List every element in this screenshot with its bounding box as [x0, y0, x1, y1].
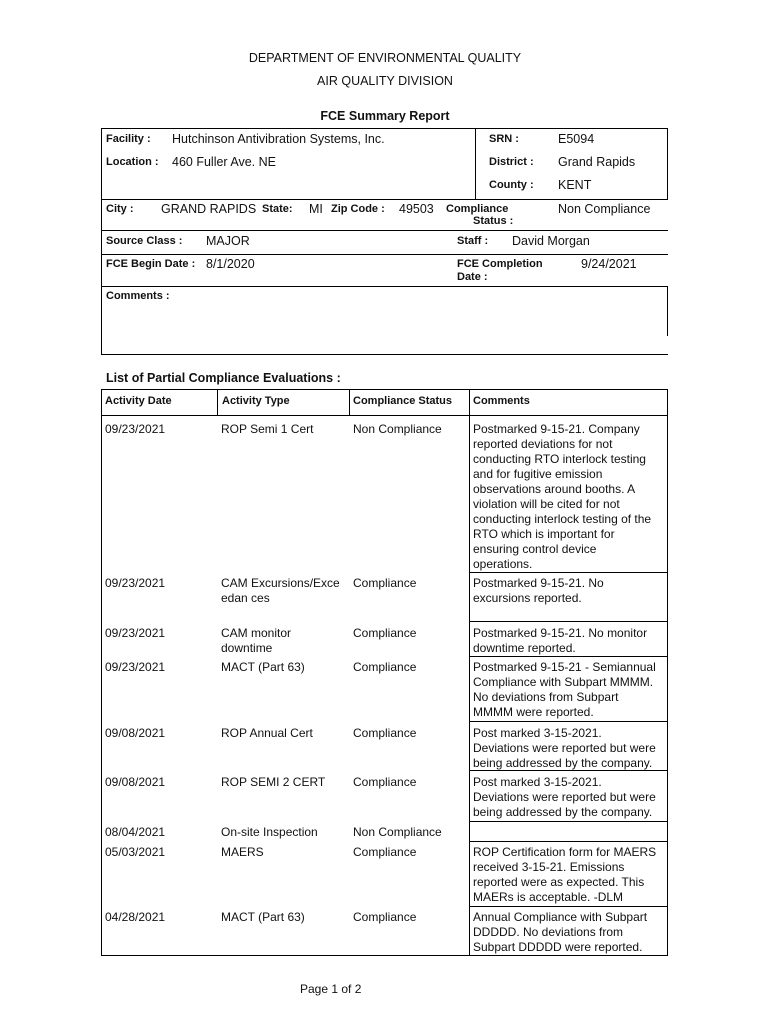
table-top-border — [101, 389, 668, 390]
source-class-value: MAJOR — [206, 234, 250, 248]
compliance-status-value: Non Compliance — [558, 202, 651, 216]
row-type: CAM Excursions/Exceedan ces — [221, 576, 340, 605]
srn-divider — [475, 128, 476, 200]
fce-completion-value: 9/24/2021 — [581, 257, 637, 271]
district-value: Grand Rapids — [558, 155, 636, 169]
table-right-border — [667, 389, 668, 956]
row-type: ROP Semi 1 Cert — [221, 422, 314, 436]
city-label: City : — [106, 203, 134, 215]
row-comment: ROP Certification form for MAERS received 3-15-21. Emissions reported were as expected. This MAERs is acceptable. -DLM — [473, 845, 657, 904]
compliance-label-line1: Compliance — [446, 203, 509, 215]
row-sep — [469, 656, 668, 657]
state-value: MI — [309, 202, 323, 216]
col-header-activity-type: Activity Type — [222, 395, 290, 407]
zip-label: Zip Code : — [331, 203, 385, 215]
row-status: Compliance — [353, 910, 417, 924]
table-header-border — [101, 415, 668, 416]
row-date: 04/28/2021 — [105, 910, 166, 924]
row-comment: Annual Compliance with Subpart DDDDD. No deviations from Subpart DDDDD were reported. — [473, 910, 648, 954]
row-status: Compliance — [353, 775, 417, 789]
row-status: Non Compliance — [353, 422, 442, 436]
row-type: ROP SEMI 2 CERT — [221, 775, 326, 789]
header-divider-2 — [349, 389, 350, 416]
county-value: KENT — [558, 178, 592, 192]
row-date: 09/08/2021 — [105, 775, 166, 789]
row-date: 09/08/2021 — [105, 726, 166, 740]
box-right-border-upper — [667, 128, 668, 200]
fce-begin-label: FCE Begin Date : — [106, 258, 196, 270]
fce-begin-value: 8/1/2020 — [206, 257, 255, 271]
staff-label: Staff : — [457, 235, 489, 247]
row-type: MAERS — [221, 845, 264, 859]
col-header-comments: Comments — [473, 395, 530, 407]
row-date: 05/03/2021 — [105, 845, 166, 859]
facility-value: Hutchinson Antivibration Systems, Inc. — [172, 132, 385, 146]
staff-value: David Morgan — [512, 234, 590, 248]
comments-row-border — [101, 286, 668, 287]
district-label: District : — [489, 156, 534, 168]
row-comment: Post marked 3-15-2021. Deviations were reported but were being addressed by the company. — [473, 726, 656, 770]
srn-value: E5094 — [558, 132, 595, 146]
row-type: CAM monitor downtime — [221, 626, 292, 655]
row-comment: Postmarked 9-15-21. Company reported deviations for not conducting RTO interlock testing and for fugitive emission observations around booths. A violation will be cited for not conducting interlock testing of the RTO which is important for ensuring control device operations. — [473, 422, 652, 571]
comments-column-divider — [469, 389, 470, 956]
row-status: Compliance — [353, 660, 417, 674]
row-status: Compliance — [353, 845, 417, 859]
col-header-activity-date: Activity Date — [105, 395, 172, 407]
box-right-border-lower — [667, 286, 668, 336]
source-row-border — [101, 230, 668, 231]
row-sep — [469, 841, 668, 842]
city-row-border — [101, 199, 668, 200]
division-title: AIR QUALITY DIVISION — [317, 74, 453, 88]
box-top-border — [101, 128, 668, 129]
row-date: 09/23/2021 — [105, 422, 166, 436]
col-header-compliance-status: Compliance Status — [353, 395, 453, 407]
header-divider-1 — [217, 389, 218, 416]
row-status: Non Compliance — [353, 825, 442, 839]
row-type: ROP Annual Cert — [221, 726, 313, 740]
row-date: 09/23/2021 — [105, 660, 166, 674]
county-label: County : — [489, 179, 534, 191]
row-date: 08/04/2021 — [105, 825, 166, 839]
compliance-label-line2: Status : — [473, 215, 514, 227]
pce-list-title: List of Partial Compliance Evaluations : — [106, 371, 341, 385]
row-date: 09/23/2021 — [105, 576, 166, 590]
city-value: GRAND RAPIDS — [161, 202, 257, 216]
row-sep — [469, 572, 668, 573]
report-title: FCE Summary Report — [320, 109, 450, 123]
row-status: Compliance — [353, 576, 417, 590]
location-value: 460 Fuller Ave. NE — [172, 155, 276, 169]
department-title: DEPARTMENT OF ENVIRONMENTAL QUALITY — [248, 51, 522, 65]
row-comment: Postmarked 9-15-21. No monitor downtime reported. — [473, 626, 648, 655]
table-bottom-border — [101, 955, 668, 956]
row-status: Compliance — [353, 626, 417, 640]
zip-value: 49503 — [399, 202, 434, 216]
row-sep — [469, 821, 668, 822]
page-number: Page 1 of 2 — [300, 982, 362, 996]
row-sep — [469, 906, 668, 907]
box-left-border — [101, 128, 102, 355]
comments-label: Comments : — [106, 290, 170, 302]
location-label: Location : — [106, 156, 159, 168]
row-type: MACT (Part 63) — [221, 660, 305, 674]
state-label: State: — [262, 203, 293, 215]
row-sep — [469, 621, 668, 622]
srn-label: SRN : — [489, 133, 519, 145]
row-date: 09/23/2021 — [105, 626, 166, 640]
row-type: On-site Inspection — [221, 825, 318, 839]
row-comment: Postmarked 9-15-21. No excursions reported. — [473, 576, 604, 605]
row-status: Compliance — [353, 726, 417, 740]
row-sep — [469, 721, 668, 722]
table-left-border — [101, 389, 102, 956]
fce-completion-label-line1: FCE Completion — [457, 258, 543, 270]
row-comment: Postmarked 9-15-21 - Semiannual Compliance with Subpart MMMM. No deviations from Subpart MMMM were reported. — [473, 660, 656, 719]
box-bottom-border — [101, 354, 668, 355]
row-comment: Post marked 3-15-2021. Deviations were reported but were being addressed by the company. — [473, 775, 656, 819]
row-type: MACT (Part 63) — [221, 910, 305, 924]
source-class-label: Source Class : — [106, 235, 183, 247]
facility-label: Facility : — [106, 133, 151, 145]
begin-row-border — [101, 254, 668, 255]
fce-completion-label-line2: Date : — [457, 271, 488, 283]
